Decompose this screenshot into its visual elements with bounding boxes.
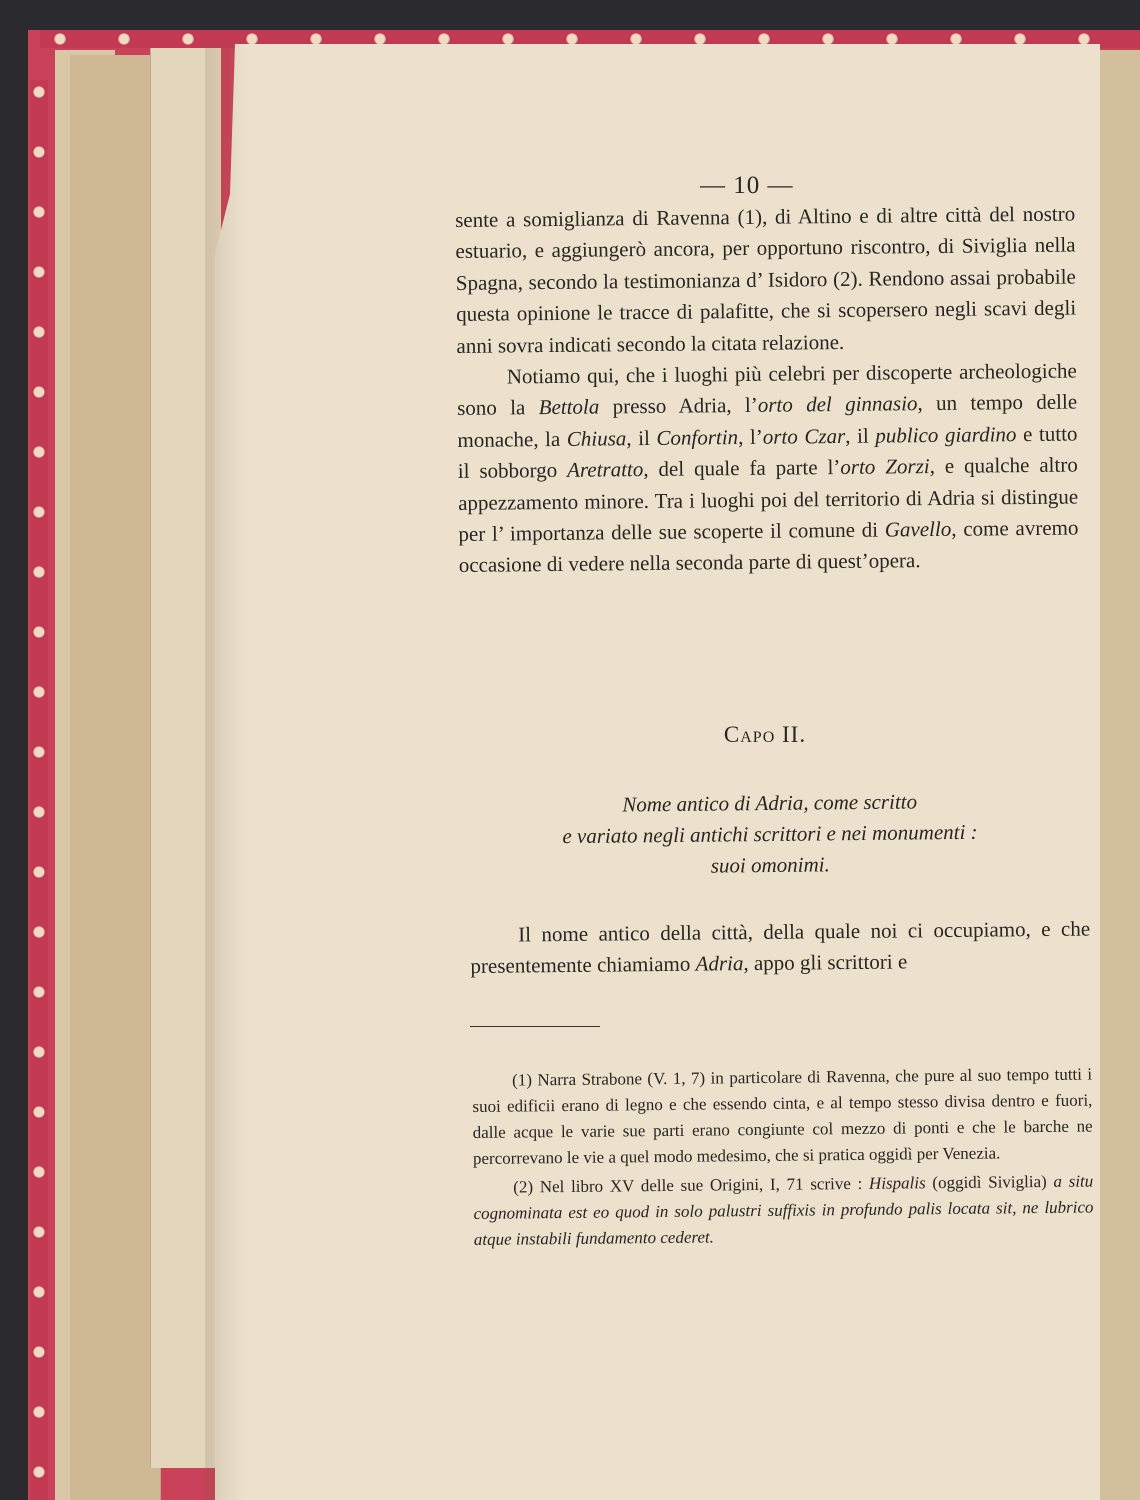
page-stack-edge [150, 48, 221, 1468]
main-text [455, 199, 1079, 582]
chapter-title: Capo II. [723, 722, 807, 747]
subtitle-line: Nome antico di Adria, come scritto [622, 789, 918, 817]
cover-pattern-left [30, 80, 48, 1500]
chapter-subtitle [470, 785, 1071, 884]
footnote: (2) Nel libro XV delle sue Origini, I, 71 scrive : Hispalis (oggidì Siviglia) a situ cognominata est eo quod in solo palustri suffixis in profundo palis locata sit, ne lubrico atque instabili fundamento cederet. [473, 1171, 1094, 1249]
paragraph: sente a somiglianza di Ravenna (1), di Altino e di altre città del nostro estuario, e aggiungerò ancora, per opportuno riscontro, di Siviglia nella Spagna, secondo la testimonianza d’ Isidoro (2). Rendono assai probabile questa opinione le tracce di palafitte, che si scopersero negli scavi degli anni sovra indicati secondo la citata relazione. [455, 201, 1077, 358]
subtitle-line: suoi omonimi. [710, 852, 830, 878]
footnote: (1) Narra Strabone (V. 1, 7) in particolare di Ravenna, che pure al suo tempo tutti i suoi edificii erano di legno e che essendo cinta, e al tempo stesso divisa dentro e fuori, dalle acque le varie sue parti erano congiunte col mezzo di ponti e che le barche ne percorrevano le vie a quel modo medesimo, che si pratica oggidì per Venezia. [472, 1064, 1093, 1168]
footnotes [472, 1062, 1094, 1253]
footnote-rule [470, 1026, 600, 1027]
paragraph: Il nome antico della città, della quale noi ci occupiamo, e che presentemente chiamiamo Adria, appo gli scrittori e [470, 916, 1091, 978]
chapter-text [470, 914, 1091, 982]
paragraph: Notiamo qui, che i luoghi più celebri per discoperte archeologiche sono la Bettola presso Adria, l’orto del ginnasio, un tempo delle monache, la Chiusa, il Confortin, l’orto Czar, il publico giardino e tutto il sobborgo Aretratto, del quale fa parte l’orto Zorzi, e qualche altro appezzamento minore. Tra i luoghi poi del territorio di Adria si distingue per l’ importanza delle sue scoperte il comune di Gavello, come avremo occasione di vedere nella seconda parte di quest’opera. [457, 358, 1079, 578]
page-stack-right-edge [1098, 50, 1140, 1500]
page-number: — 10 — [700, 172, 794, 199]
subtitle-line: e variato negli antichi scrittori e nei monumenti : [562, 819, 978, 849]
page-stack-edge [70, 55, 161, 1500]
